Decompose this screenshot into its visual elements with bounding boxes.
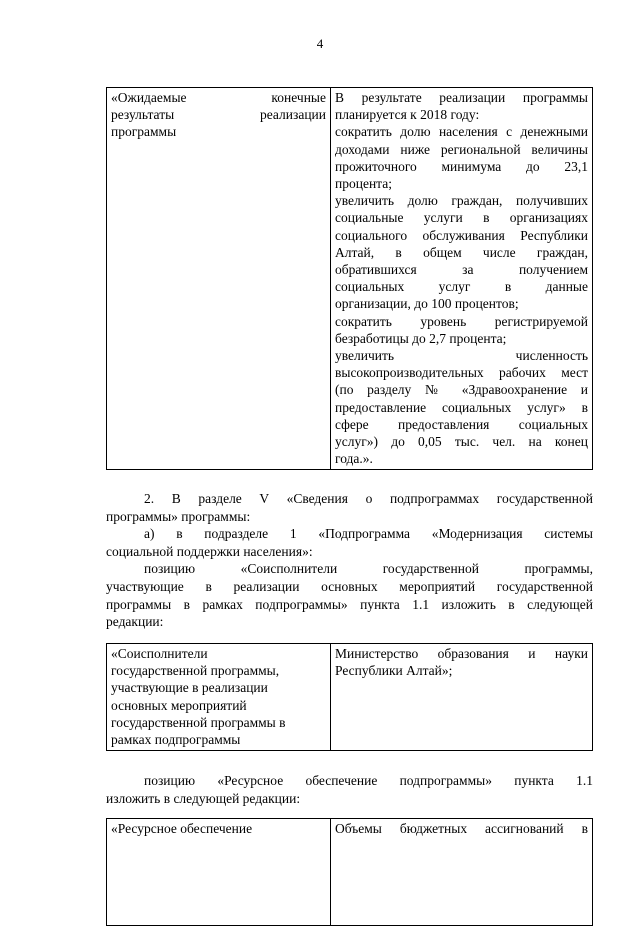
cell-line: увеличить численность bbox=[335, 348, 588, 364]
cell-line-empty bbox=[111, 854, 326, 871]
cell-line: сократить долю населения с денежными bbox=[335, 124, 588, 140]
cell-line: «Ресурсное обеспечение bbox=[111, 821, 253, 836]
cell-line-empty bbox=[111, 906, 326, 923]
cell-line: процента; bbox=[335, 176, 392, 192]
cell-line: программы bbox=[111, 124, 177, 140]
cell-line: сократить уровень регистрируемой bbox=[335, 313, 588, 329]
cell-line: Алтай, в общем числе граждан, bbox=[335, 244, 588, 260]
cell-line: (по разделу № «Здравоохранение и bbox=[335, 382, 588, 398]
cell-line: доходами ниже региональной величины bbox=[335, 141, 588, 157]
cell-line-empty bbox=[111, 837, 326, 854]
cell-line: государственной программы в bbox=[111, 714, 286, 730]
cell-line: государственной программы, bbox=[111, 663, 280, 679]
cell-line: В результате реализации программы bbox=[335, 90, 588, 105]
text-line: изложить в следующей редакции: bbox=[106, 790, 301, 806]
cell-line-empty bbox=[111, 889, 326, 906]
cell-line: планируется к 2018 году: bbox=[335, 107, 480, 123]
page-number: 4 bbox=[316, 36, 324, 51]
co-executors-table bbox=[106, 643, 593, 751]
section-v-paragraph bbox=[106, 490, 593, 631]
text-line: 2. В разделе V «Сведения о подпрограммах государственной bbox=[144, 491, 593, 506]
text-line: программы» программы: bbox=[106, 508, 251, 524]
cell-line: организации, до 100 процентов; bbox=[335, 296, 519, 312]
text-line: редакции: bbox=[106, 614, 164, 630]
cell-line: сфере предоставления социальных bbox=[335, 416, 588, 432]
results-value-cell bbox=[331, 88, 593, 470]
text-line: социальной поддержки населения»: bbox=[106, 543, 313, 559]
cell-line: Республики Алтай»; bbox=[335, 663, 453, 679]
resource-label-cell bbox=[107, 819, 331, 926]
cell-line: социального обслуживания Республики bbox=[335, 227, 588, 243]
results-table bbox=[106, 87, 593, 470]
cell-line: предоставление социальных услуг» в bbox=[335, 399, 588, 415]
text-line: участвующие в реализации основных мероприятий государственной bbox=[106, 578, 593, 594]
co-executors-label-cell bbox=[107, 644, 331, 751]
cell-line: Объемы бюджетных ассигнований в bbox=[335, 821, 588, 836]
cell-line: социальные услуги в организациях bbox=[335, 210, 588, 226]
cell-line: «Ожидаемые конечные bbox=[111, 90, 326, 105]
text-line: а) в подразделе 1 «Подпрограмма «Модернизация системы bbox=[144, 526, 593, 542]
results-label-cell bbox=[107, 88, 331, 470]
cell-line: участвующие в реализации bbox=[111, 680, 268, 696]
text-line: позицию «Ресурсное обеспечение подпрограммы» пункта 1.1 bbox=[144, 773, 593, 788]
cell-line: высокопроизводительных рабочих мест bbox=[335, 365, 588, 381]
text-line: позицию «Соисполнители государственной программы, bbox=[144, 561, 593, 577]
cell-line-empty bbox=[111, 872, 326, 889]
cell-line: услуг») до 0,05 тыс. чел. на конец bbox=[335, 434, 588, 450]
cell-line: года.». bbox=[335, 451, 373, 467]
cell-line: прожиточного минимума до 23,1 bbox=[335, 158, 588, 174]
resource-paragraph bbox=[106, 772, 593, 807]
cell-line: Министерство образования и науки bbox=[335, 646, 588, 661]
cell-line: «Соисполнители bbox=[111, 646, 208, 661]
cell-line: основных мероприятий bbox=[111, 697, 247, 713]
resource-value-cell bbox=[331, 819, 593, 926]
text-line: программы в рамках подпрограммы» пункта 1.1 изложить в следующей bbox=[106, 596, 593, 612]
resource-table bbox=[106, 818, 593, 926]
cell-line: результаты реализации bbox=[111, 107, 326, 123]
cell-line: обратившихся за получением bbox=[335, 262, 588, 278]
cell-line: увеличить долю граждан, получивших bbox=[335, 193, 588, 209]
cell-line: рамках подпрограммы bbox=[111, 732, 241, 748]
cell-line: социальных услуг в данные bbox=[335, 279, 588, 295]
cell-line: безработицы до 2,7 процента; bbox=[335, 330, 507, 346]
co-executors-value-cell bbox=[331, 644, 593, 751]
